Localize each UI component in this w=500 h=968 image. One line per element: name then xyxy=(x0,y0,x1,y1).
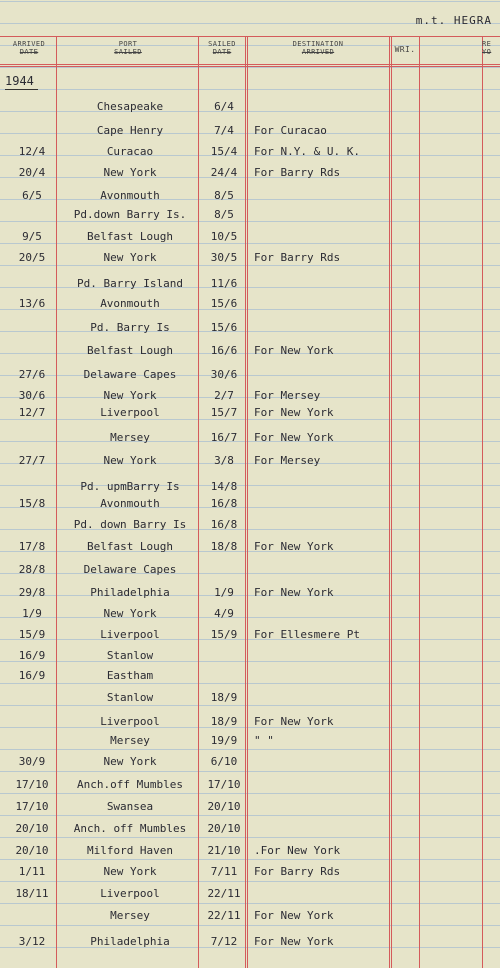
year-label: 1944 xyxy=(5,74,34,88)
log-sailed-date: 21/10 xyxy=(207,844,241,857)
log-port-name: Anch. off Mumbles xyxy=(73,822,187,835)
log-port-name: New York xyxy=(103,389,157,402)
log-destination: For Barry Rds xyxy=(254,166,341,179)
log-port-name: Avonmouth xyxy=(100,497,160,510)
log-port-name: Avonmouth xyxy=(100,189,160,202)
log-sailed-date: 15/6 xyxy=(210,321,238,334)
log-port-name: Belfast Lough xyxy=(86,540,174,553)
log-port-name: New York xyxy=(103,454,157,467)
log-port-name: Stanlow xyxy=(106,649,154,662)
log-sailed-date: 18/9 xyxy=(210,691,238,704)
ship-name: m.t. HEGRA xyxy=(415,14,492,27)
log-arrived-date: 27/6 xyxy=(18,368,46,381)
log-arrived-date: 17/10 xyxy=(15,778,49,791)
log-sailed-date: 17/10 xyxy=(207,778,241,791)
log-destination: For Barry Rds xyxy=(254,865,341,878)
log-sailed-date: 16/7 xyxy=(210,431,238,444)
log-arrived-date: 1/9 xyxy=(22,607,42,620)
log-sailed-date: 19/9 xyxy=(210,734,238,747)
log-port-name: Belfast Lough xyxy=(86,344,174,357)
log-port-name: Avonmouth xyxy=(100,297,160,310)
log-arrived-date: 29/8 xyxy=(18,586,46,599)
log-sailed-date: 16/8 xyxy=(210,518,238,531)
log-port-name: Pd.down Barry Is. xyxy=(73,208,187,221)
log-port-name: Pd. Barry Island xyxy=(77,277,183,290)
log-port-name: Cape Henry xyxy=(96,124,164,137)
log-port-name: Mersey xyxy=(110,909,150,922)
log-arrived-date: 16/9 xyxy=(18,669,46,682)
log-arrived-date: 17/10 xyxy=(15,800,49,813)
log-sailed-date: 3/8 xyxy=(214,454,234,467)
log-sailed-date: 7/4 xyxy=(214,124,234,137)
log-arrived-date: 1/11 xyxy=(18,865,46,878)
log-arrived-date: 3/12 xyxy=(18,935,46,948)
log-arrived-date: 15/8 xyxy=(18,497,46,510)
log-sailed-date: 20/10 xyxy=(207,800,241,813)
log-arrived-date: 20/4 xyxy=(18,166,46,179)
log-sailed-date: 22/11 xyxy=(207,887,241,900)
log-arrived-date: 18/11 xyxy=(15,887,49,900)
log-sailed-date: 16/6 xyxy=(210,344,238,357)
log-port-name: Mersey xyxy=(110,431,150,444)
log-sailed-date: 20/10 xyxy=(207,822,241,835)
log-port-name: Delaware Capes xyxy=(83,563,177,576)
log-destination: For Barry Rds xyxy=(254,251,341,264)
log-arrived-date: 20/5 xyxy=(18,251,46,264)
header-sailed: SAILED DATE xyxy=(208,40,236,56)
header-top-rule xyxy=(0,36,500,37)
log-arrived-date: 20/10 xyxy=(15,822,49,835)
log-destination: For New York xyxy=(254,406,334,419)
log-port-name: Liverpool xyxy=(100,715,160,728)
log-port-name: Liverpool xyxy=(100,406,160,419)
log-port-name: Philadelphia xyxy=(90,586,170,599)
log-sailed-date: 18/8 xyxy=(210,540,238,553)
log-destination: " " xyxy=(254,734,274,747)
log-sailed-date: 10/5 xyxy=(210,230,238,243)
log-sailed-date: 8/5 xyxy=(214,208,234,221)
log-destination: For New York xyxy=(254,909,334,922)
log-port-name: New York xyxy=(103,166,157,179)
log-destination: For New York xyxy=(254,540,334,553)
column-rule xyxy=(482,36,483,968)
log-sailed-date: 15/4 xyxy=(210,145,238,158)
log-arrived-date: 15/9 xyxy=(18,628,46,641)
log-destination: For Mersey xyxy=(254,389,321,402)
log-arrived-date: 27/7 xyxy=(18,454,46,467)
log-arrived-date: 13/6 xyxy=(18,297,46,310)
log-arrived-date: 30/6 xyxy=(18,389,46,402)
log-arrived-date: 12/4 xyxy=(18,145,46,158)
log-arrived-date: 17/8 xyxy=(18,540,46,553)
log-arrived-date: 20/10 xyxy=(15,844,49,857)
log-sailed-date: 6/4 xyxy=(214,100,234,113)
log-port-name: Curacao xyxy=(106,145,154,158)
log-sailed-date: 16/8 xyxy=(210,497,238,510)
log-sailed-date: 30/6 xyxy=(210,368,238,381)
header-destination: DESTINATION ARRIVED xyxy=(292,40,344,56)
log-destination: For Ellesmere Pt xyxy=(254,628,360,641)
log-sailed-date: 15/9 xyxy=(210,628,238,641)
header-remarks: RE YO xyxy=(482,40,492,56)
log-sailed-date: 2/7 xyxy=(214,389,234,402)
log-arrived-date: 12/7 xyxy=(18,406,46,419)
log-sailed-date: 15/6 xyxy=(210,297,238,310)
log-sailed-date: 24/4 xyxy=(210,166,238,179)
log-sailed-date: 1/9 xyxy=(214,586,234,599)
log-port-name: Eastham xyxy=(106,669,154,682)
log-port-name: Stanlow xyxy=(106,691,154,704)
log-arrived-date: 6/5 xyxy=(22,189,42,202)
header-port: PORT SAILED xyxy=(114,40,142,56)
log-destination: For Curacao xyxy=(254,124,327,137)
log-port-name: Mersey xyxy=(110,734,150,747)
log-port-name: Pd. down Barry Is xyxy=(73,518,187,531)
log-port-name: New York xyxy=(103,251,157,264)
header-arrived: ARRIVED DATE xyxy=(12,40,46,56)
column-rule xyxy=(419,36,420,968)
header-bottom-rule xyxy=(0,64,500,67)
log-port-name: Pd. upmBarry Is xyxy=(80,480,180,493)
log-sailed-date: 6/10 xyxy=(210,755,238,768)
log-arrived-date: 9/5 xyxy=(22,230,42,243)
log-arrived-date: 28/8 xyxy=(18,563,46,576)
log-destination: For New York xyxy=(254,344,334,357)
log-port-name: Liverpool xyxy=(100,887,160,900)
log-destination: For New York xyxy=(254,715,334,728)
log-sailed-date: 15/7 xyxy=(210,406,238,419)
log-destination: For New York xyxy=(254,586,334,599)
header-wri: WRI. xyxy=(394,45,416,54)
log-destination: For Mersey xyxy=(254,454,321,467)
log-sailed-date: 7/12 xyxy=(210,935,238,948)
log-sailed-date: 11/6 xyxy=(210,277,238,290)
log-sailed-date: 18/9 xyxy=(210,715,238,728)
log-sailed-date: 7/11 xyxy=(210,865,238,878)
log-port-name: Philadelphia xyxy=(90,935,170,948)
log-sailed-date: 14/8 xyxy=(210,480,238,493)
log-port-name: Pd. Barry Is xyxy=(90,321,170,334)
log-port-name: Delaware Capes xyxy=(83,368,177,381)
log-port-name: New York xyxy=(103,865,157,878)
log-sailed-date: 8/5 xyxy=(214,189,234,202)
log-port-name: Swansea xyxy=(106,800,154,813)
column-rule xyxy=(245,36,248,968)
log-destination: For New York xyxy=(254,935,334,948)
log-port-name: Liverpool xyxy=(100,628,160,641)
log-destination: For N.Y. & U. K. xyxy=(254,145,360,158)
log-sailed-date: 4/9 xyxy=(214,607,234,620)
log-destination: .For New York xyxy=(254,844,341,857)
log-sailed-date: 22/11 xyxy=(207,909,241,922)
log-arrived-date: 30/9 xyxy=(18,755,46,768)
log-port-name: New York xyxy=(103,755,157,768)
log-arrived-date: 16/9 xyxy=(18,649,46,662)
log-sailed-date: 30/5 xyxy=(210,251,238,264)
log-port-name: Anch.off Mumbles xyxy=(77,778,183,791)
log-port-name: Belfast Lough xyxy=(86,230,174,243)
log-destination: For New York xyxy=(254,431,334,444)
log-port-name: Milford Haven xyxy=(86,844,174,857)
log-port-name: New York xyxy=(103,607,157,620)
log-port-name: Chesapeake xyxy=(96,100,164,113)
